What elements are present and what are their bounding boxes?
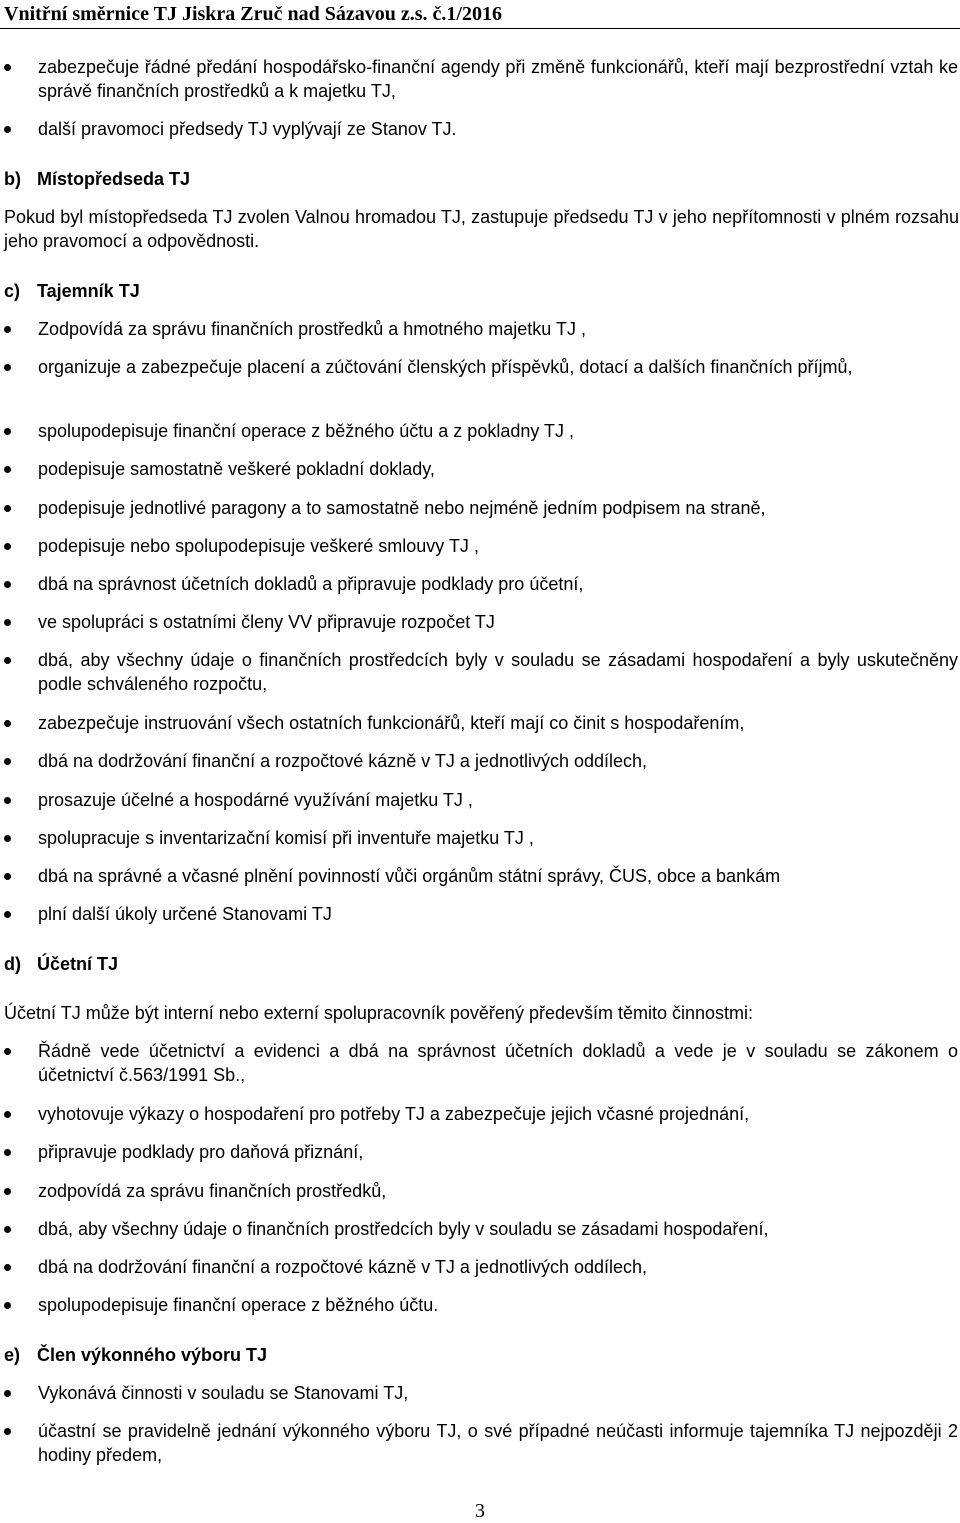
page-number: 3 <box>475 1500 485 1522</box>
list-item-text: podepisuje nebo spolupodepisuje veškeré smlouvy TJ , <box>38 536 479 556</box>
bullet-icon <box>4 758 11 765</box>
list-item-text: účastní se pravidelně jednání výkonného výboru TJ, o své případné neúčasti informuje tajemníka TJ nejpozději 2 hodiny předem, <box>38 1421 958 1465</box>
section-label: e) <box>4 1345 21 1365</box>
bullet-icon <box>4 1149 11 1156</box>
section-label: c) <box>4 281 21 301</box>
bullet-icon <box>4 1111 11 1118</box>
bullet-icon <box>4 428 11 435</box>
bullet-icon <box>4 835 11 842</box>
list-item-text: zabezpečuje řádné předání hospodářsko-finanční agendy při změně funkcionářů, kteří mají bezprostřední vztah ke správě finančních prostředků a k majetku TJ, <box>38 57 958 101</box>
list-item-text: spolupracuje s inventarizační komisí při inventuře majetku TJ , <box>38 828 534 848</box>
list-item-text: další pravomoci předsedy TJ vyplývají ze Stanov TJ. <box>38 119 457 139</box>
list-item-text: plní další úkoly určené Stanovami TJ <box>38 904 332 924</box>
list-item-text: prosazuje účelné a hospodárné využívání majetku TJ , <box>38 790 473 810</box>
list-item-text: dbá na dodržování finanční a rozpočtové kázně v TJ a jednotlivých oddílech, <box>38 1257 648 1277</box>
list-item-text: spolupodepisuje finanční operace z běžného účtu. <box>38 1295 439 1315</box>
section-paragraph: Pokud byl místopředseda TJ zvolen Valnou hromadou TJ, zastupuje předsedu TJ v jeho nepřítomnosti v plném rozsahu jeho pravomocí a odpovědnosti. <box>4 207 959 251</box>
list-item-text: dbá na správné a včasné plnění povinností vůči orgánům státní správy, ČUS, obce a bankám <box>38 866 781 886</box>
list-item-text: zodpovídá za správu finančních prostředků, <box>38 1181 387 1201</box>
list-item-text: dbá na dodržování finanční a rozpočtové kázně v TJ a jednotlivých oddílech, <box>38 751 648 771</box>
section-title: Tajemník TJ <box>37 281 140 301</box>
bullet-icon <box>4 364 11 371</box>
list-item-text: Vykonává činnosti v souladu se Stanovami TJ, <box>38 1383 409 1403</box>
header-divider <box>0 28 960 29</box>
list-item-text: Řádně vede účetnictví a evidenci a dbá na správnost účetních dokladů a vede je v souladu se zákonem o účetnictví č.563/1991 Sb., <box>38 1041 958 1085</box>
bullet-icon <box>4 1390 11 1397</box>
section-label: b) <box>4 169 21 189</box>
bullet-icon <box>4 619 11 626</box>
list-item-text: spolupodepisuje finanční operace z běžného účtu a z pokladny TJ , <box>38 421 575 441</box>
bullet-icon <box>4 543 11 550</box>
bullet-icon <box>4 873 11 880</box>
section-label: d) <box>4 954 21 974</box>
list-item-text: Zodpovídá za správu finančních prostředků a hmotného majetku TJ , <box>38 319 586 339</box>
bullet-icon <box>4 326 11 333</box>
section-title: Člen výkonného výboru TJ <box>37 1345 268 1365</box>
list-item-text: připravuje podklady pro daňová přiznání, <box>38 1142 364 1162</box>
section-paragraph: Účetní TJ může být interní nebo externí spolupracovník pověřený především těmito činnostmi: <box>4 1003 754 1023</box>
list-item-text: zabezpečuje instruování všech ostatních funkcionářů, kteří mají co činit s hospodařením, <box>38 713 745 733</box>
list-item-text: vyhotovuje výkazy o hospodaření pro potřeby TJ a zabezpečuje jejich včasné projednání, <box>38 1104 750 1124</box>
bullet-icon <box>4 581 11 588</box>
bullet-icon <box>4 126 11 133</box>
bullet-icon <box>4 657 11 664</box>
section-heading-b <box>4 168 190 192</box>
list-item-text: podepisuje samostatně veškeré pokladní doklady, <box>38 459 435 479</box>
section-heading-c <box>4 280 140 304</box>
section-title: Místopředseda TJ <box>37 169 191 189</box>
list-item-text: dbá na správnost účetních dokladů a připravuje podklady pro účetní, <box>38 574 584 594</box>
list-item-text: dbá, aby všechny údaje o finančních prostředcích byly v souladu se zásadami hospodaření, <box>38 1219 769 1239</box>
list-item-text: organizuje a zabezpečuje placení a zúčtování členských příspěvků, dotací a dalších finančních příjmů, <box>38 357 853 377</box>
section-title: Účetní TJ <box>37 954 119 974</box>
section-heading-e <box>4 1344 267 1368</box>
list-item-text: podepisuje jednotlivé paragony a to samostatně nebo nejméně jedním podpisem na straně, <box>38 498 766 518</box>
section-heading-d <box>4 953 118 977</box>
bullet-icon <box>4 1048 11 1055</box>
bullet-icon <box>4 1264 11 1271</box>
bullet-icon <box>4 505 11 512</box>
bullet-icon <box>4 64 11 71</box>
list-item-text: dbá, aby všechny údaje o finančních prostředcích byly v souladu se zásadami hospodaření a byly uskutečněny podle schváleného rozpočtu, <box>38 650 958 694</box>
document-title: Vnitřní směrnice TJ Jiskra Zruč nad Sázavou z.s. č.1/2016 <box>4 3 502 25</box>
bullet-icon <box>4 797 11 804</box>
bullet-icon <box>4 1302 11 1309</box>
bullet-icon <box>4 720 11 727</box>
bullet-icon <box>4 1428 11 1435</box>
bullet-icon <box>4 1188 11 1195</box>
page-header <box>0 0 960 30</box>
list-item-text: ve spolupráci s ostatními členy VV připravuje rozpočet TJ <box>38 612 495 632</box>
bullet-icon <box>4 466 11 473</box>
bullet-icon <box>4 911 11 918</box>
bullet-icon <box>4 1226 11 1233</box>
